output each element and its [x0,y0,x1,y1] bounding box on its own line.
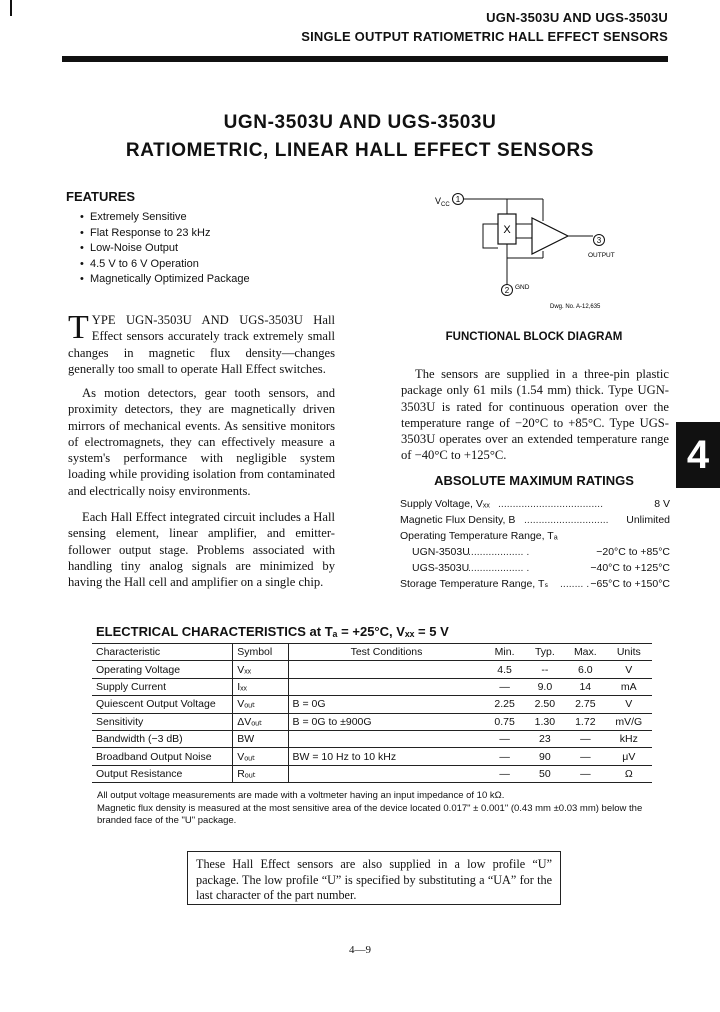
cell-typ: 1.30 [525,713,565,730]
rating-leader: ................... . [468,546,530,558]
margin-tick [10,0,12,16]
page-subtitle: RATIOMETRIC, LINEAR HALL EFFECT SENSORS [125,140,595,161]
ratings-list [400,496,670,592]
rating-label: Storage Temperature Range, Tₛ [400,578,549,590]
cell-test-conditions [288,661,484,678]
cell-min: — [484,730,524,747]
cell-typ: 23 [525,730,565,747]
rating-value: −40°C to +125°C [590,562,670,574]
table-row [92,765,652,782]
ratings-heading: ABSOLUTE MAXIMUM RATINGS [434,473,634,488]
cell-test-conditions: B = 0G to ±900G [288,713,484,730]
rating-leader: ............................. [524,514,609,526]
cell-units: μV [606,748,652,765]
cell-symbol: Vₓₓ [233,661,288,678]
output-label: OUTPUT [588,252,615,259]
features-list [80,210,250,288]
section-tab: 4 [676,422,720,488]
rating-leader: .................................... [498,498,604,510]
intro-paragraph-1-text: YPE UGN-3503U AND UGS-3503U Hall Effect sensors accurately track extremely small changes in magnetic flux density—changes generally too small to operate Hall Effect switches. [68,313,335,376]
page-title: UGN-3503U AND UGS-3503U [223,112,497,133]
rating-leader: ........ . [560,578,590,590]
cell-max: — [565,730,606,747]
cell-typ: -- [525,661,565,678]
table-row [92,661,652,678]
cell-characteristic: Supply Current [92,678,233,695]
pin-3-number: 3 [596,236,602,245]
cell-typ: 2.50 [525,696,565,713]
hall-cell-symbol: X [503,224,511,236]
rating-value: Unlimited [626,514,670,526]
pin-1-number: 1 [455,195,461,204]
rating-label: Supply Voltage, Vₓₓ [400,498,490,510]
page-number: 4—9 [349,944,371,956]
cell-symbol: Vₒᵤₜ [233,748,288,765]
feature-item: • Low-Noise Output [80,241,250,257]
cell-max: — [565,765,606,782]
cell-symbol: Iₓₓ [233,678,288,695]
cell-characteristic: Bandwidth (−3 dB) [92,730,233,747]
rating-value: −65°C to +150°C [590,578,670,590]
rating-value: 8 V [654,498,670,510]
cell-typ: 90 [525,748,565,765]
cell-units: V [606,661,652,678]
pin-2-number: 2 [504,286,510,295]
rating-label: Magnetic Flux Density, B [400,514,516,526]
cell-characteristic: Quiescent Output Voltage [92,696,233,713]
cell-symbol: Vₒᵤₜ [233,696,288,713]
cell-max: 2.75 [565,696,606,713]
amplifier-symbol [532,218,568,254]
table-row [92,678,652,695]
column-header: Units [606,644,652,661]
table-row [92,696,652,713]
diagram-caption: FUNCTIONAL BLOCK DIAGRAM [445,331,623,343]
drop-cap: T [68,309,89,346]
note-line: All output voltage measurements are made with a voltmeter having an input impedance of 10 kΩ. [97,790,505,801]
cell-typ: 50 [525,765,565,782]
cell-test-conditions [288,678,484,695]
table-row [92,730,652,747]
column-header: Characteristic [92,644,233,661]
column-header: Typ. [525,644,565,661]
cell-test-conditions: B = 0G [288,696,484,713]
rating-label: Operating Temperature Range, Tₐ [400,530,558,542]
column-header: Max. [565,644,606,661]
vcc-label: $V_{CC}$ [435,196,450,208]
cell-test-conditions [288,765,484,782]
running-header-title: UGN-3503U AND UGS-3503U [486,10,668,25]
cell-units: Ω [606,765,652,782]
cell-min: — [484,678,524,695]
cell-units: mA [606,678,652,695]
rating-row [400,496,670,512]
cell-symbol: Rₒᵤₜ [233,765,288,782]
header-rule [62,56,668,62]
table-header-row [92,644,652,661]
table-row [92,713,652,730]
cell-units: mV/G [606,713,652,730]
cell-max: 6.0 [565,661,606,678]
cell-test-conditions: BW = 10 Hz to 10 kHz [288,748,484,765]
electrical-table [92,643,652,783]
cell-characteristic: Operating Voltage [92,661,233,678]
package-paragraph: The sensors are supplied in a three-pin plastic package only 61 mils (1.54 mm) thick. Type UGN-3503U is rated for continuous operation over the temperature range of −20°C to +85°C. Type UGS-3503U operates over an extended temperature range of −40°C to +125°C. [401,367,669,463]
cell-min: 4.5 [484,661,524,678]
cell-typ: 9.0 [525,678,565,695]
table-notes [97,790,657,828]
feature-item: • 4.5 V to 6 V Operation [80,257,250,273]
rating-value: −20°C to +85°C [596,546,670,558]
column-header: Symbol [233,644,288,661]
cell-min: 2.25 [484,696,524,713]
rating-row [400,528,670,544]
note-line: Magnetic flux density is measured at the most sensitive area of the device located 0.017" ± 0.001" (0.43 mm ±0.03 mm) below the branded face of the "U" package. [97,802,643,826]
cell-max: — [565,748,606,765]
boxed-note: These Hall Effect sensors are also supplied in a low profile “U” package. The low profile “U” is specified by substituting a “UA” for the last character of the part number. [187,851,561,905]
rating-label: UGS-3503U [412,562,470,574]
drawing-number: Dwg. No. A-12,635 [550,304,601,310]
column-header: Test Conditions [288,644,484,661]
cell-units: V [606,696,652,713]
cell-symbol: BW [233,730,288,747]
cell-min: — [484,765,524,782]
rating-row [400,544,670,560]
cell-characteristic: Broadband Output Noise [92,748,233,765]
running-header-subtitle: SINGLE OUTPUT RATIOMETRIC HALL EFFECT SENSORS [301,29,668,44]
rating-row [400,576,670,592]
cell-max: 1.72 [565,713,606,730]
cell-units: kHz [606,730,652,747]
cell-test-conditions [288,730,484,747]
functional-block-diagram [420,188,670,312]
feature-item: • Extremely Sensitive [80,210,250,226]
cell-characteristic: Sensitivity [92,713,233,730]
cell-min: 0.75 [484,713,524,730]
hall-bias-wire [483,224,498,248]
features-heading: FEATURES [66,189,136,204]
intro-paragraph-2: As motion detectors, gear tooth sensors, and proximity detectors, they are magnetically driven mirrors of mechanical events. As sensitive monitors of electromagnets, they can effectively measure a system's performance with negligible system loading while providing isolation from contaminated and electrically noisy environments. [68,386,335,498]
feature-item: • Flat Response to 23 kHz [80,226,250,242]
rating-row [400,512,670,528]
rating-row [400,560,670,576]
cell-symbol: ΔVₒᵤₜ [233,713,288,730]
cell-max: 14 [565,678,606,695]
column-header: Min. [484,644,524,661]
electrical-heading: ELECTRICAL CHARACTERISTICS at Tₐ = +25°C, Vₓₓ = 5 V [96,624,449,639]
cell-min: — [484,748,524,765]
intro-paragraph-3: Each Hall Effect integrated circuit includes a Hall sensing element, linear amplifier, and emitter-follower output stage. Problems associated with handling tiny analog signals are minimized by having the Hall cell and amplifier on a single chip. [68,510,335,590]
rating-leader: ................... . [468,562,530,574]
table-row [92,748,652,765]
feature-item: • Magnetically Optimized Package [80,272,250,288]
cell-characteristic: Output Resistance [92,765,233,782]
intro-paragraph-1 [68,309,335,377]
rating-label: UGN-3503U [412,546,470,558]
gnd-label: GND [515,284,530,291]
